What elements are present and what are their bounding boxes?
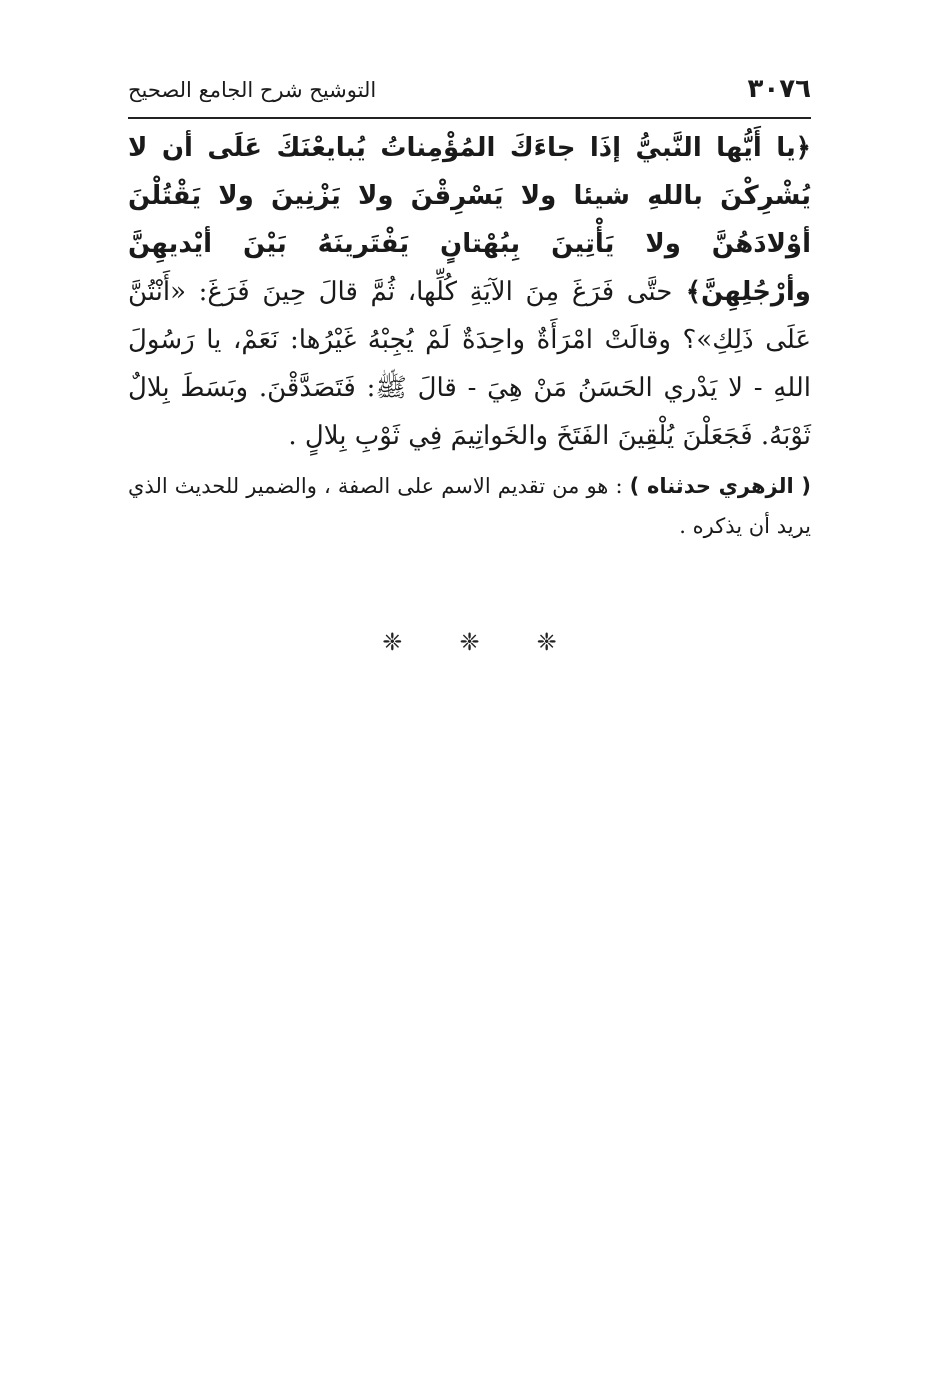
ornament-star: ❈ xyxy=(536,628,557,656)
running-title: التوشيح شرح الجامع الصحيح xyxy=(128,78,377,102)
commentary-paragraph xyxy=(128,466,811,546)
narration-text: حتَّى فَرَغَ مِنَ الآيَةِ كُلِّها، ثُمَّ قالَ حِينَ فَرَغَ: «أَنْتُنَّ عَلَى ذَلِكِ»؟ وقالَتْ امْرَأَةٌ واحِدَةٌ لَمْ يُجِبْهُ غَيْرُها: نَعَمْ، يا رَسُولَ اللهِ - لا يَدْري الحَسَنُ مَنْ هِيَ - قالَ ﷺ: فَتَصَدَّقْنَ. وبَسَطَ بِلالٌ ثَوْبَهُ. فَجَعَلْنَ يُلْقِينَ الفَتَخَ والخَواتِيمَ فِي ثَوْبِ بِلالٍ . xyxy=(128,277,811,451)
commentary-text: : هو من تقديم الاسم على الصفة ، والضمير للحديث الذي يريد أن يذكره . xyxy=(128,474,811,538)
ornament-star: ❈ xyxy=(459,628,480,656)
quran-verse xyxy=(128,124,811,460)
page-number: ٣٠٧٦ xyxy=(747,74,811,104)
commentary-lemma: ( الزهري حدثناه ) xyxy=(629,474,812,498)
verse-text: ﴿يا أَيُّها النَّبيُّ إذَا جاءَكَ المُؤْمِناتُ يُبايعْنَكَ عَلَى أن لا يُشْرِكْنَ باللهِ شيئا ولا يَسْرِقْنَ ولا يَزْنِينَ ولا يَقْتُلْنَ أوْلادَهُنَّ ولا يَأْتِينَ بِبُهْتانٍ يَفْتَرينَهُ بَيْنَ أيْديهِنَّ وأرْجُلِهِنَّ﴾ xyxy=(128,133,811,307)
page-header xyxy=(128,70,811,110)
header-divider xyxy=(128,117,811,119)
main-text xyxy=(128,124,811,546)
section-ornaments xyxy=(128,628,811,656)
ornament-star: ❈ xyxy=(382,628,403,656)
